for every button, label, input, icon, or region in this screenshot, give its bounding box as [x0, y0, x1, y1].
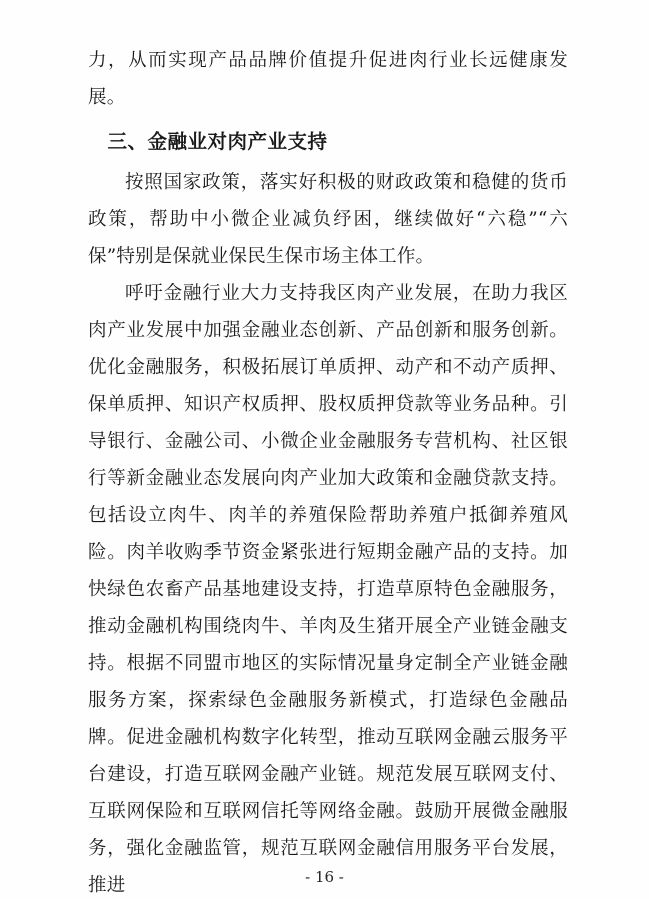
paragraph-policy: 按照国家政策，落实好积极的财政政策和稳健的货币政策，帮助中小微企业减负纾困，继续做好“六稳”“六保”特别是保就业保民生保市场主体工作。 [88, 172, 568, 267]
section-heading: 三、金融业对肉产业支持 [107, 130, 328, 153]
page-content [88, 42, 568, 904]
paragraph-finance-support: 呼吁金融行业大力支持我区肉产业发展，在助力我区肉产业发展中加强金融业态创新、产品创新和服务创新。优化金融服务，积极拓展订单质押、动产和不动产质押、保单质押、知识产权质押、股权质押贷款等业务品种。引导银行、金融公司、小微企业金融服务专营机构、社区银行等新金融业态发展向肉产业加大政策和金融贷款支持。包括设立肉牛、肉羊的养殖保险帮助养殖户抵御养殖风险。肉羊收购季节资金紧张进行短期金融产品的支持。加快绿色农畜产品基地建设支持，打造草原特色金融服务，推动金融机构围绕肉牛、羊肉及生猪开展全产业链金融支持。根据不同盟市地区的实际情况量身定制全产业链金融服务方案，探索绿色金融服务新模式，打造绿色金融品牌。促进金融机构数字化转型，推动互联网金融云服务平台建设，打造互联网金融产业链。规范发展互联网支付、互联网保险和互联网信托等网络金融。鼓励开展微金融服务，强化金融监管，规范互联网金融信用服务平台发展，推进 [88, 283, 568, 896]
paragraph-continued: 力，从而实现产品品牌价值提升促进肉行业长远健康发展。 [88, 50, 568, 108]
page-number: - 16 - [305, 868, 344, 886]
